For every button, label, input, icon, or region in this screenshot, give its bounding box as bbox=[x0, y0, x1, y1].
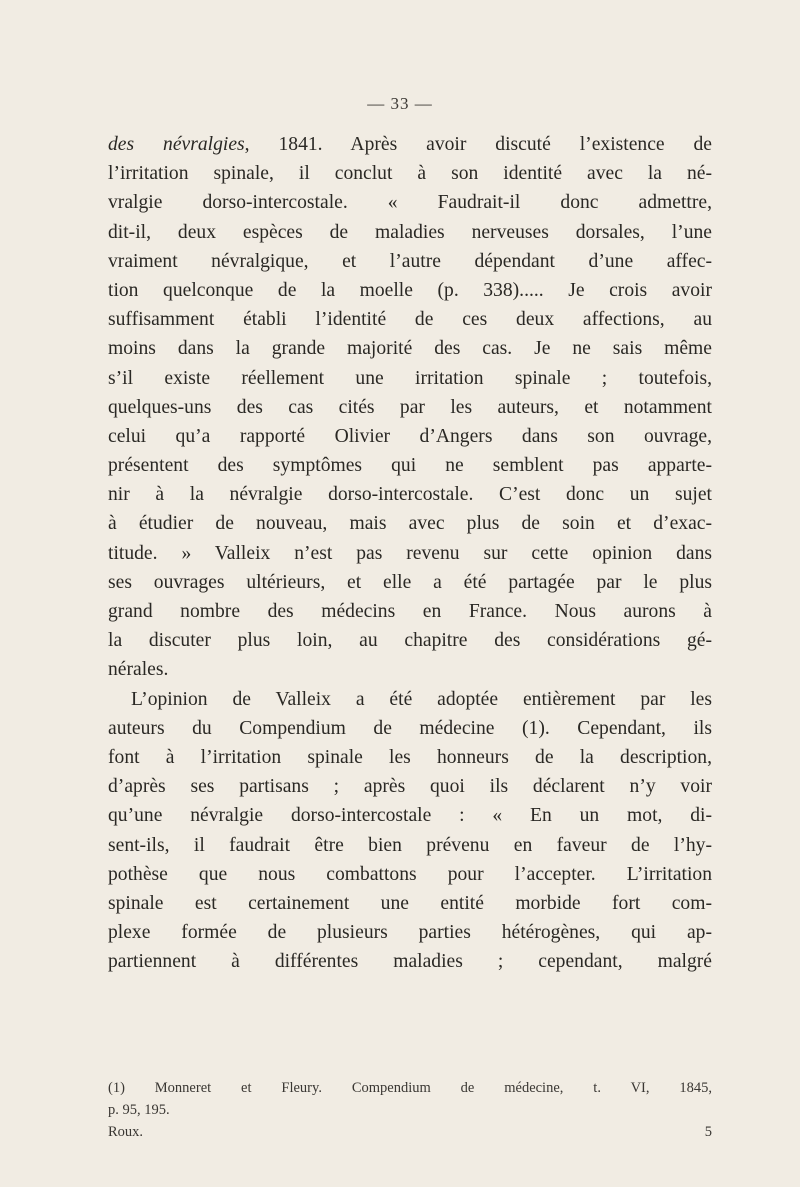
body-text bbox=[108, 130, 712, 976]
footnote bbox=[108, 1077, 712, 1121]
signature-author: Roux. bbox=[108, 1124, 144, 1140]
body-line: sent-ils, il faudrait être bien prévenu en faveur de l’hy- bbox=[108, 834, 712, 856]
body-line: auteurs du Compendium de médecine (1). Cependant, ils bbox=[108, 717, 712, 739]
body-line-text: , 1841. Après avoir discuté l’existence de bbox=[244, 134, 713, 155]
body-line: qu’une névralgie dorso-intercostale : « En un mot, di- bbox=[108, 805, 712, 827]
body-line: l’irritation spinale, il conclut à son identité avec la né- bbox=[108, 163, 712, 185]
italic-title: des névralgies bbox=[108, 134, 245, 155]
body-line: dit-il, deux espèces de maladies nerveuses dorsales, l’une bbox=[108, 221, 712, 243]
page-number: — 33 — bbox=[367, 94, 433, 113]
body-line: celui qu’a rapporté Olivier d’Angers dans son ouvrage, bbox=[108, 425, 712, 447]
signature-line bbox=[108, 1121, 712, 1143]
signature-number: 5 bbox=[704, 1124, 712, 1140]
body-line: la discuter plus loin, au chapitre des considérations gé- bbox=[108, 630, 712, 652]
body-line: nérales. bbox=[108, 659, 169, 681]
body-line: L’opinion de Valleix a été adoptée entièrement par les bbox=[131, 688, 712, 710]
body-line: nir à la névralgie dorso-intercostale. C’est donc un sujet bbox=[108, 484, 712, 506]
body-line: titude. » Valleix n’est pas revenu sur cette opinion dans bbox=[108, 542, 712, 564]
body-line: s’il existe réellement une irritation spinale ; toutefois, bbox=[108, 367, 712, 389]
body-line: pothèse que nous combattons pour l’accepter. L’irritation bbox=[108, 863, 712, 885]
footnote-line: (1) Monneret et Fleury. Compendium de médecine, t. VI, 1845, bbox=[108, 1080, 712, 1096]
body-line: tion quelconque de la moelle (p. 338)..... Je crois avoir bbox=[108, 279, 712, 301]
body-line: spinale est certainement une entité morbide fort com- bbox=[108, 892, 712, 914]
body-line: grand nombre des médecins en France. Nous aurons à bbox=[108, 601, 712, 622]
body-line: vralgie dorso-intercostale. « Faudrait-il donc admettre, bbox=[108, 192, 712, 214]
body-line: suffisamment établi l’identité de ces deux affections, au bbox=[108, 309, 712, 331]
body-line: quelques-uns des cas cités par les auteurs, et notamment bbox=[108, 396, 712, 418]
body-line: vraiment névralgique, et l’autre dépendant d’une affec- bbox=[108, 250, 712, 272]
body-line: à étudier de nouveau, mais avec plus de soin et d’exac- bbox=[108, 513, 712, 535]
body-line: d’après ses partisans ; après quoi ils déclarent n’y voir bbox=[108, 776, 712, 798]
body-line: ses ouvrages ultérieurs, et elle a été partagée par le plus bbox=[108, 571, 712, 593]
body-line: moins dans la grande majorité des cas. Je ne sais même bbox=[108, 338, 712, 360]
footnote-line: p. 95, 195. bbox=[108, 1102, 170, 1118]
body-line: présentent des symptômes qui ne semblent pas apparte- bbox=[108, 455, 712, 477]
body-line bbox=[108, 130, 712, 159]
body-line: partiennent à différentes maladies ; cependant, malgré bbox=[108, 951, 712, 973]
body-line: plexe formée de plusieurs parties hétérogènes, qui ap- bbox=[108, 922, 712, 944]
body-line: font à l’irritation spinale les honneurs de la description, bbox=[108, 746, 712, 768]
